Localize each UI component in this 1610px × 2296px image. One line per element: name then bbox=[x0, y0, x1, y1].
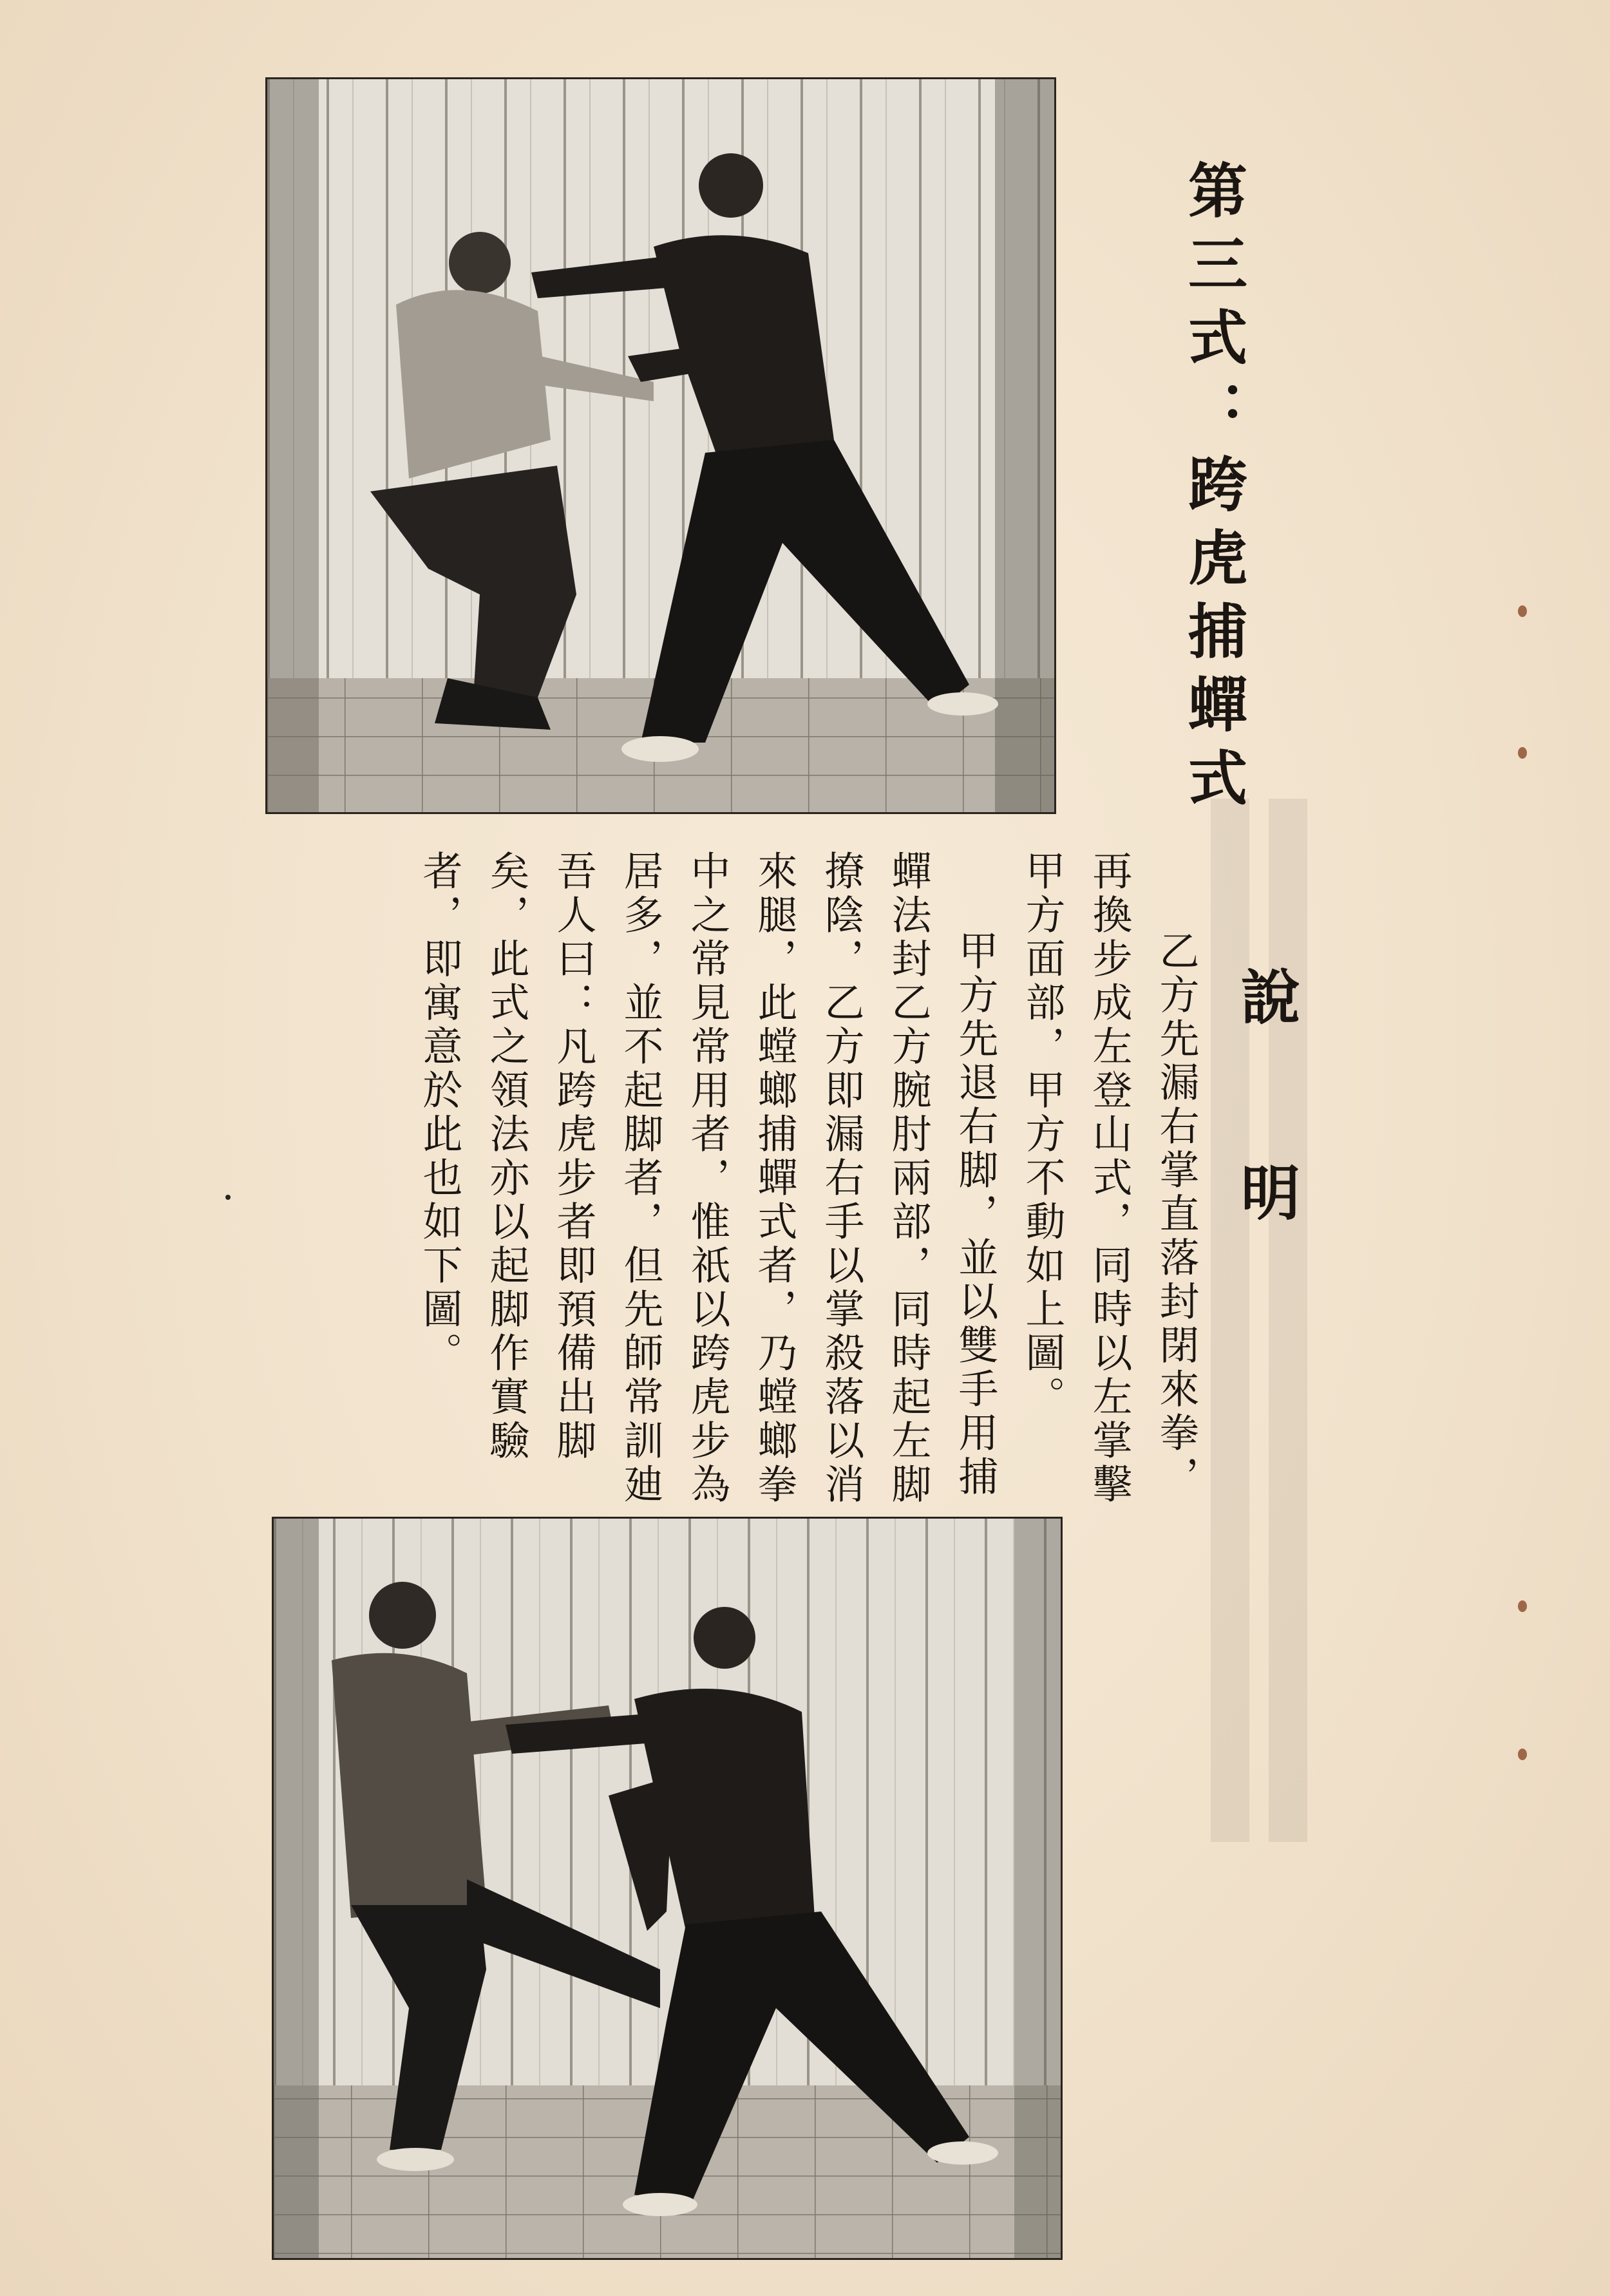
binding-hole bbox=[1518, 1600, 1527, 1612]
paragraph: 甲方先退右脚，並以雙手用捕蟬法封乙方腕肘兩部，同時起左脚撩陰，乙方即漏右手以掌殺落以消來腿，此螳螂捕蟬式者，乃螳螂拳中之常見常用者，惟祇以跨虎步為居多，並不起脚者，但先師常訓廸吾人曰：凡跨虎步者即預備出脚矣，此式之領法亦以起脚作實驗者，即寓意於此也如下圖。 bbox=[416, 850, 999, 1507]
photo-fighters-kick-image bbox=[274, 1519, 1061, 2258]
explanation-text bbox=[256, 850, 1209, 1507]
section-heading: 說 明 bbox=[1231, 966, 1301, 1260]
reverse-side-show-through bbox=[1211, 799, 1320, 1842]
binding-hole bbox=[1518, 1749, 1527, 1760]
photo-fighters-kick bbox=[272, 1517, 1063, 2260]
paragraph: 乙方先漏右掌直落封閉來拳，再換步成左登山式，同時以左掌擊甲方面部，甲方不動如上圖。 bbox=[1019, 850, 1200, 1507]
ink-speck bbox=[225, 1195, 231, 1200]
binding-hole bbox=[1518, 747, 1527, 759]
photo-fighters-stance-image bbox=[267, 79, 1054, 812]
photo-fighters-stance bbox=[265, 77, 1056, 814]
page-title: 第三式：跨虎捕蟬式 bbox=[1179, 160, 1248, 821]
binding-hole bbox=[1518, 605, 1527, 617]
